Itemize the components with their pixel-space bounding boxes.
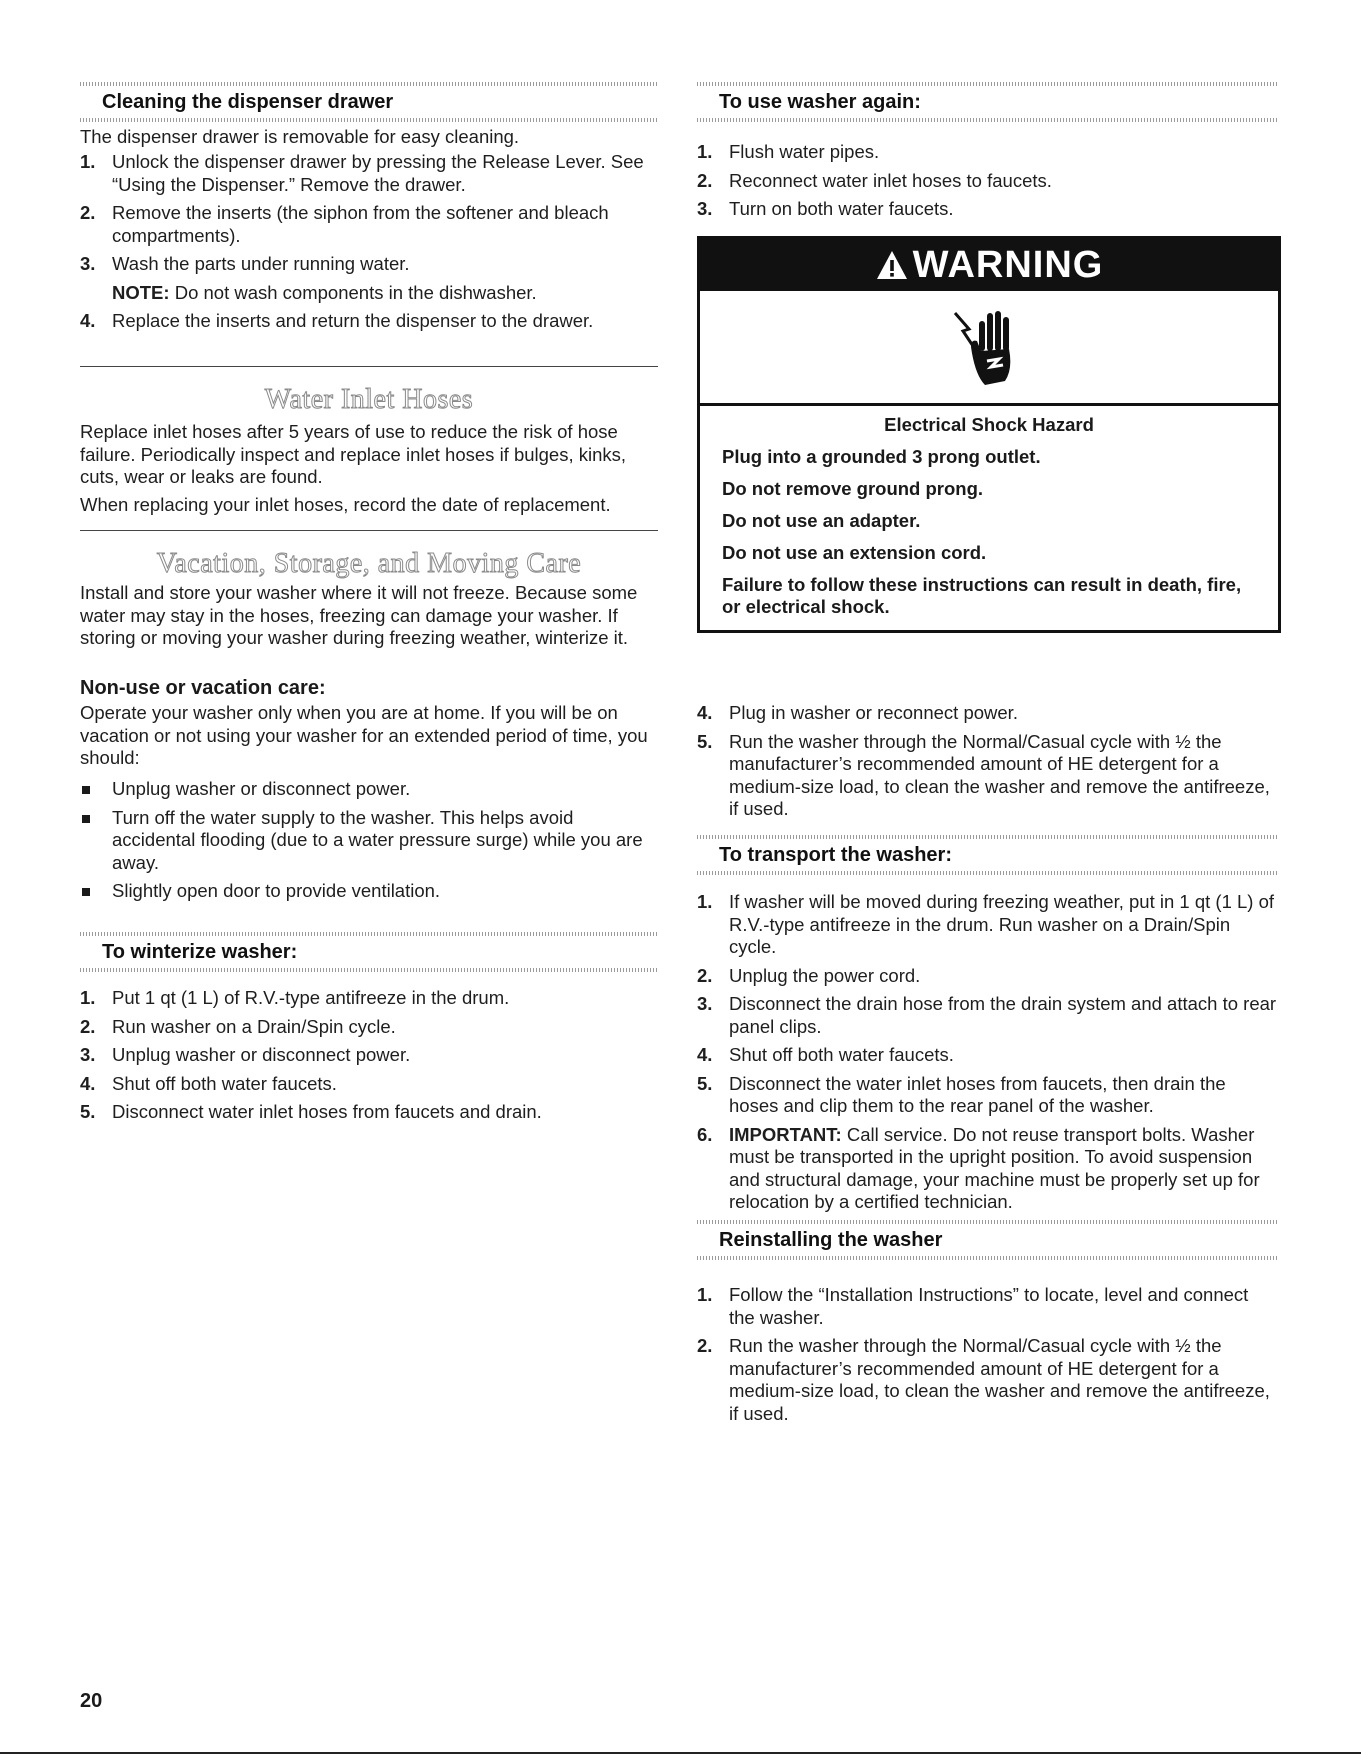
reinstall-title: Reinstalling the washer — [719, 1229, 943, 1251]
warning-line: Do not use an adapter. — [722, 510, 921, 531]
list-item: 4. Replace the inserts and return the dispenser to the drawer. — [80, 310, 594, 331]
list-item: 1. If washer will be moved during freezing weather, put in 1 qt (1 L) of R.V.-type antifreeze in the drum. Run washer on a Drain/Spin cycle. — [697, 891, 1275, 957]
list-item: 1. Put 1 qt (1 L) of R.V.-type antifreeze in the drum. — [80, 987, 510, 1008]
transport-steps — [697, 891, 1277, 1220]
warning-line: Failure to follow these instructions can result in death, fire, or electrical shock. — [722, 574, 1242, 617]
page-number: 20 — [80, 1690, 103, 1712]
cleaning-title: Cleaning the dispenser drawer — [102, 91, 394, 113]
transport-header — [697, 835, 1277, 875]
list-item: 1. Unlock the dispenser drawer by pressing the Release Lever. See “Using the Dispenser.” Remove the drawer. — [80, 151, 644, 195]
nonuse-bullets — [80, 778, 658, 909]
vacation-para: Install and store your washer where it will not freeze. Because some water may stay in the hoses, freezing can damage your washer. If storing or moving your washer during freezing weather, winterize it. — [80, 582, 638, 648]
warning-header — [700, 239, 1278, 291]
transport-title: To transport the washer: — [719, 844, 952, 866]
winterize-title: To winterize washer: — [102, 941, 298, 963]
dotted-rule — [697, 118, 1277, 122]
cleaning-steps — [80, 151, 658, 339]
note-line: NOTE: Do not wash components in the dishwasher. — [112, 281, 537, 303]
list-item: 4. Shut off both water faucets. — [80, 1072, 337, 1094]
list-item: 2. Reconnect water inlet hoses to faucets. — [697, 169, 1052, 191]
warning-icon-area — [700, 291, 1278, 406]
use-again-steps — [697, 141, 1277, 227]
electrical-shock-icon — [949, 299, 1029, 395]
use-again-steps-cont — [697, 702, 1277, 827]
inlet-para-2: When replacing your inlet hoses, record the date of replacement. — [80, 494, 611, 515]
list-item: 3. Disconnect the drain hose from the drain system and attach to rear panel clips. — [697, 993, 1277, 1037]
winterize-header — [80, 932, 658, 972]
section-title-inlet: Water Inlet Hoses — [264, 384, 474, 415]
warning-line: Do not use an extension cord. — [722, 542, 987, 563]
bullet-square — [82, 786, 90, 794]
nonuse-text: Operate your washer only when you are at home. If you will be on vacation or not using your washer for an extended period of time, you should: — [80, 702, 648, 768]
cleaning-header — [80, 82, 658, 122]
use-again-title: To use washer again: — [719, 91, 921, 113]
section-title-vacation: Vacation, Storage, and Moving Care — [156, 548, 582, 579]
list-item: 6. IMPORTANT: Call service. Do not reuse transport bolts. Washer must be transported in the upright position. To avoid suspension and structural damage, your machine must be properly set up for relocation by a certified technician. — [697, 1123, 1260, 1212]
list-item: Unplug washer or disconnect power. — [80, 778, 658, 801]
section-divider — [80, 366, 658, 367]
dotted-rule — [697, 1256, 1277, 1260]
list-item: 4. Plug in washer or reconnect power. — [697, 702, 1018, 723]
warning-box — [697, 236, 1281, 633]
bullet-square — [82, 888, 90, 896]
dotted-rule — [80, 118, 658, 122]
warning-label: WARNING — [912, 243, 1104, 286]
page-bottom-rule — [0, 1752, 1361, 1754]
list-item: Turn off the water supply to the washer. This helps avoid accidental flooding (due to a water pressure surge) while you are away. — [80, 807, 658, 875]
list-item: 5. Run the washer through the Normal/Casual cycle with ½ the manufacturer’s recommended amount of HE detergent for a medium-size load, to clean the washer and remove the antifreeze, if used. — [697, 730, 1270, 819]
list-item: 3. Wash the parts under running water. NOTE: Do not wash components in the dishwasher. — [80, 253, 658, 304]
list-item: 4. Shut off both water faucets. — [697, 1044, 954, 1065]
list-item: 3. Turn on both water faucets. — [697, 198, 954, 219]
inlet-para-1: Replace inlet hoses after 5 years of use to reduce the risk of hose failure. Periodically inspect and replace inlet hoses if bulges, kinks, cuts, wear or leaks are found. — [80, 421, 627, 487]
dotted-rule — [697, 871, 1277, 875]
nonuse-title: Non-use or vacation care: — [80, 677, 326, 699]
winterize-steps — [80, 987, 658, 1130]
warning-triangle-icon — [875, 248, 909, 282]
list-item: 3. Unplug washer or disconnect power. — [80, 1044, 411, 1065]
warning-line: Plug into a grounded 3 prong outlet. — [722, 446, 1041, 467]
list-item: 5. Disconnect water inlet hoses from faucets and drain. — [80, 1101, 542, 1122]
dotted-rule — [80, 968, 658, 972]
list-item: 5. Disconnect the water inlet hoses from faucets, then drain the hoses and clip them to the rear panel of the washer. — [697, 1072, 1226, 1116]
list-item: 1. Flush water pipes. — [697, 141, 880, 162]
reinstall-header — [697, 1220, 1277, 1260]
list-item: 1. Follow the “Installation Instructions” to locate, level and connect the washer. — [697, 1284, 1249, 1328]
bullet-square — [82, 815, 90, 823]
cleaning-intro: The dispenser drawer is removable for easy cleaning. — [80, 126, 520, 147]
list-item: 2. Unplug the power cord. — [697, 964, 921, 986]
warning-body — [700, 406, 1278, 630]
list-item: 2. Remove the inserts (the siphon from the softener and bleach compartments). — [80, 202, 609, 246]
section-divider — [80, 530, 658, 531]
warning-line: Do not remove ground prong. — [722, 478, 984, 499]
list-item: Slightly open door to provide ventilation. — [80, 880, 658, 903]
list-item: 2. Run the washer through the Normal/Casual cycle with ½ the manufacturer’s recommended amount of HE detergent for a medium-size load, to clean the washer and remove the antifreeze, if used. — [697, 1335, 1270, 1424]
list-item: 2. Run washer on a Drain/Spin cycle. — [80, 1015, 396, 1037]
use-again-header — [697, 82, 1277, 122]
warning-hazard: Electrical Shock Hazard — [884, 414, 1094, 435]
reinstall-steps — [697, 1284, 1277, 1431]
